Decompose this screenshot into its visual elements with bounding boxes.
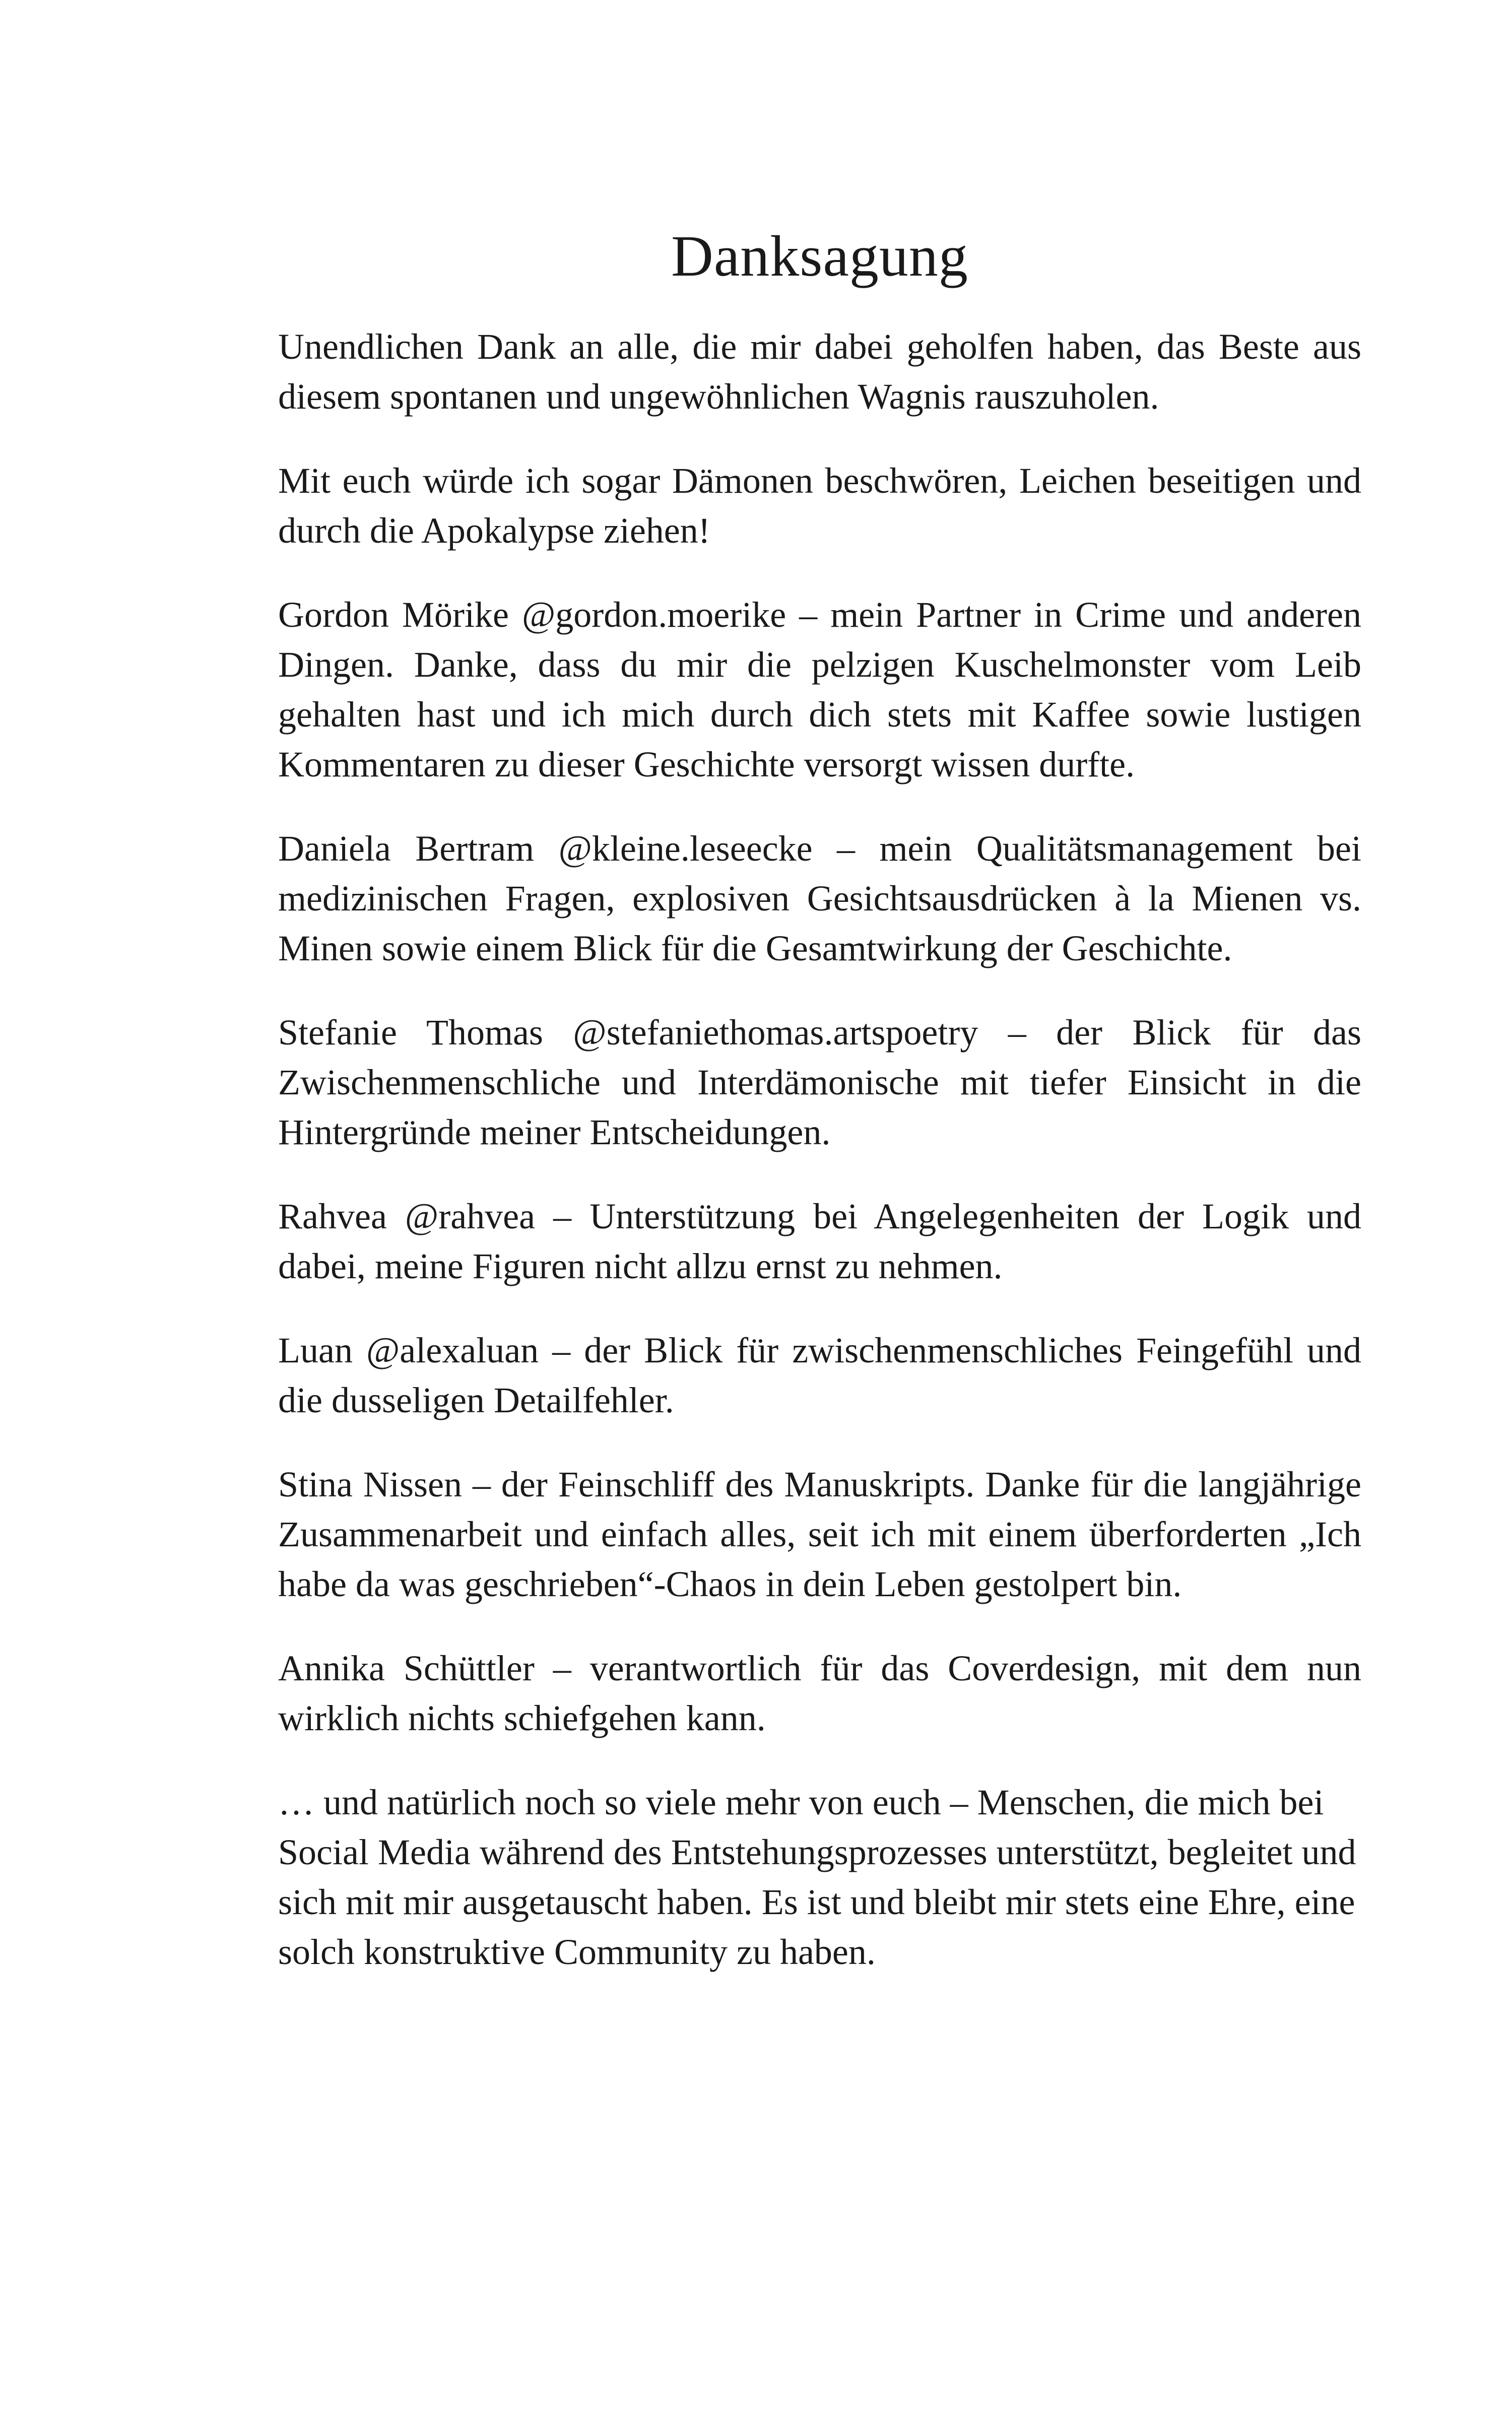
- paragraph-stefanie: Stefanie Thomas @stefaniethomas.artspoetry – der Blick für das Zwischenmenschliche und Interdämonische mit tiefer Einsicht in die Hintergründe meiner Entscheidungen.: [278, 1012, 1361, 1153]
- paragraph-rahvea: Rahvea @rahvea – Unterstützung bei Angelegenheiten der Logik und dabei, meine Figuren nicht allzu ernst zu nehmen.: [278, 1196, 1361, 1287]
- paragraph-demons: Mit euch würde ich sogar Dämonen beschwören, Leichen beseitigen und durch die Apokalypse ziehen!: [278, 461, 1361, 551]
- paragraph-annika: Annika Schüttler – verantwortlich für das Coverdesign, mit dem nun wirklich nichts schiefgehen kann.: [278, 1648, 1361, 1739]
- paragraph-daniela: Daniela Bertram @kleine.leseecke – mein Qualitätsmanagement bei medizinischen Fragen, explosiven Gesichtsausdrücken à la Mienen vs. Minen sowie einem Blick für die Gesamtwirkung der Geschichte.: [278, 828, 1361, 969]
- document-page: [278, 222, 1361, 2011]
- page-title: Danksagung: [671, 224, 968, 289]
- paragraph-community: … und natürlich noch so viele mehr von euch – Menschen, die mich bei Social Media während des Entstehungsprozesses unterstützt, begleitet und sich mit mir ausgetauscht haben. Es ist und bleibt mir stets eine Ehre, eine solch konstruktive Community zu haben.: [278, 1782, 1356, 1973]
- paragraph-stina: Stina Nissen – der Feinschliff des Manuskripts. Danke für die langjährige Zusammenarbeit und einfach alles, seit ich mit einem überforderten „Ich habe da was geschrieben“-Chaos in dein Leben gestolpert bin.: [278, 1464, 1361, 1605]
- paragraph-luan: Luan @alexaluan – der Blick für zwischenmenschliches Feingefühl und die dusseligen Detailfehler.: [278, 1330, 1361, 1421]
- paragraph-gordon: Gordon Mörike @gordon.moerike – mein Partner in Crime und anderen Dingen. Danke, dass du mir die pelzigen Kuschelmonster vom Leib gehalten hast und ich mich durch dich stets mit Kaffee sowie lustigen Kommentaren zu dieser Geschichte versorgt wissen durfte.: [278, 595, 1361, 785]
- paragraph-intro: Unendlichen Dank an alle, die mir dabei geholfen haben, das Beste aus diesem spontanen und ungewöhnlichen Wagnis rauszuholen.: [278, 326, 1361, 417]
